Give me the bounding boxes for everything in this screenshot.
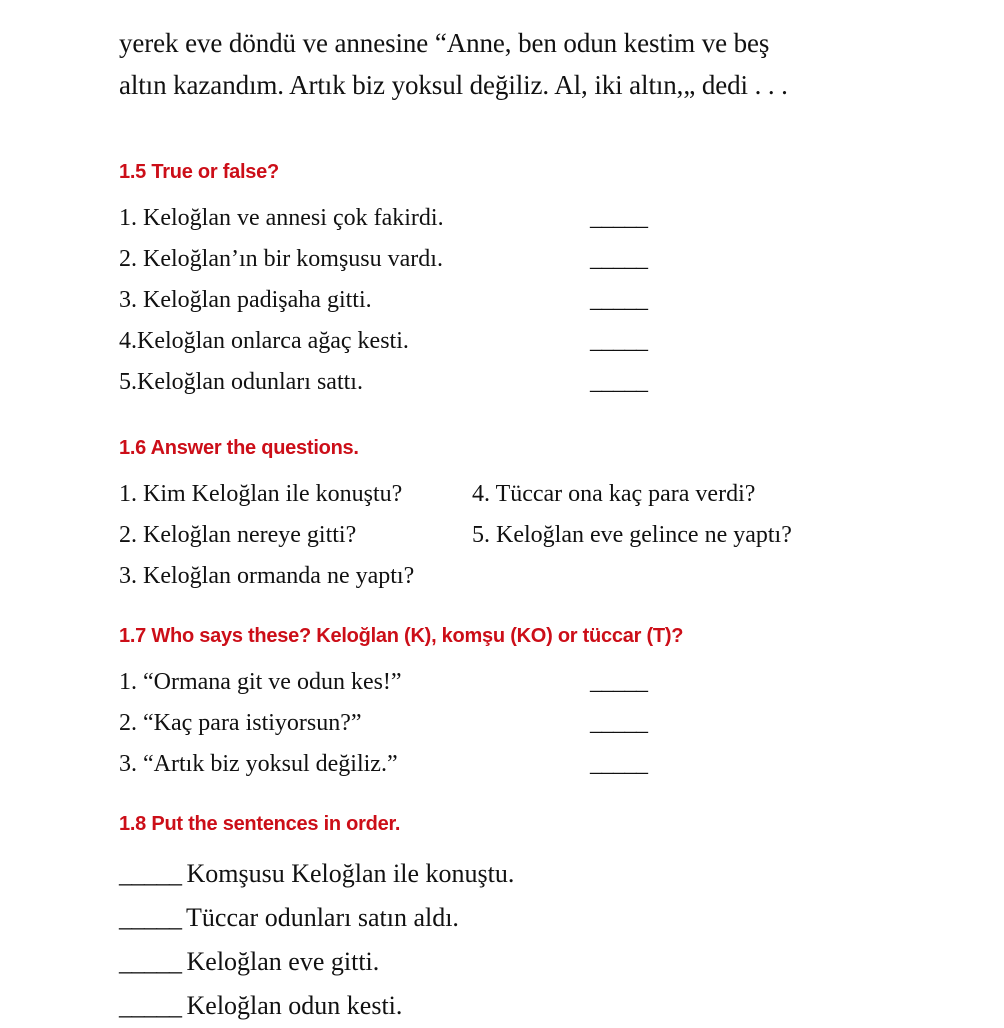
exercise-1-8 (119, 813, 514, 1028)
list-item-text: 1. Keloğlan ve annesi çok fakirdi. (119, 205, 444, 231)
intro-line-2: altın kazandım. Artık biz yoksul değiliz. Al, iki altın,„ dedi . . . (119, 70, 788, 100)
answer-blank[interactable]: _____ (590, 669, 648, 695)
exercise-1-6 (119, 437, 792, 597)
list-item (119, 896, 514, 940)
list-item (119, 744, 683, 785)
answer-blank[interactable]: _____ (590, 710, 648, 736)
list-item-text: 3. Keloğlan ormanda ne yaptı? (119, 563, 415, 589)
answer-blank[interactable]: _____ (590, 751, 648, 777)
list-item (119, 662, 683, 703)
list-item-text: 5. Keloğlan eve gelince ne yaptı? (472, 522, 792, 548)
list-item-text: 5.Keloğlan odunları sattı. (119, 369, 363, 395)
list-item-text: 1. “Ormana git ve odun kes!” (119, 669, 402, 695)
list-item-text: 3. “Artık biz yoksul değiliz.” (119, 751, 398, 777)
list-item-text: 2. Keloğlan nereye gitti? (119, 522, 357, 548)
list-item-text: Tüccar odunları satın aldı. (186, 903, 459, 932)
exercise-1-5-heading: 1.5 True or false? (119, 161, 280, 183)
answer-blank[interactable]: _____ (119, 947, 182, 976)
list-item (119, 940, 514, 984)
answer-blank[interactable]: _____ (119, 991, 182, 1020)
list-item (119, 280, 648, 321)
list-item-text: 3. Keloğlan padişaha gitti. (119, 287, 372, 313)
list-item (119, 556, 414, 597)
answer-blank[interactable]: _____ (590, 205, 648, 231)
list-item-text: 4. Tüccar ona kaç para verdi? (472, 481, 756, 507)
exercise-1-5-items (119, 198, 648, 403)
answer-blank[interactable]: _____ (590, 246, 648, 272)
exercise-1-6-heading: 1.6 Answer the questions. (119, 437, 359, 459)
exercise-1-8-items (119, 852, 514, 1028)
list-item (119, 515, 792, 556)
answer-blank[interactable]: _____ (590, 328, 648, 354)
list-item (119, 984, 514, 1028)
list-item-text: 2. Keloğlan’ın bir komşusu vardı. (119, 246, 443, 272)
list-item (119, 852, 514, 896)
list-item (119, 362, 648, 403)
list-item-text: Keloğlan odun kesti. (186, 991, 403, 1020)
list-item-text: Komşusu Keloğlan ile konuştu. (186, 859, 515, 888)
list-item (119, 703, 683, 744)
intro-line-1: yerek eve döndü ve annesine “Anne, ben odun kestim ve beş (119, 28, 770, 58)
exercise-1-7-items (119, 662, 683, 785)
list-item-text: 1. Kim Keloğlan ile konuştu? (119, 481, 403, 507)
list-item (119, 321, 648, 362)
list-item (119, 239, 648, 280)
answer-blank[interactable]: _____ (119, 903, 182, 932)
list-item-text: Keloğlan eve gitti. (186, 947, 380, 976)
list-item-text: 2. “Kaç para istiyorsun?” (119, 710, 362, 736)
intro-paragraph (119, 22, 889, 106)
answer-blank[interactable]: _____ (590, 287, 648, 313)
exercise-1-6-items (119, 474, 792, 597)
list-item (119, 198, 648, 239)
exercise-1-7-heading: 1.7 Who says these? Keloğlan (K), komşu (KO) or tüccar (T)? (119, 625, 684, 647)
exercise-1-7 (119, 625, 683, 785)
exercise-1-5 (119, 161, 648, 403)
answer-blank[interactable]: _____ (119, 859, 182, 888)
list-item (119, 474, 756, 515)
exercise-1-8-heading: 1.8 Put the sentences in order. (119, 813, 401, 835)
answer-blank[interactable]: _____ (590, 369, 648, 395)
list-item-text: 4.Keloğlan onlarca ağaç kesti. (119, 328, 409, 354)
